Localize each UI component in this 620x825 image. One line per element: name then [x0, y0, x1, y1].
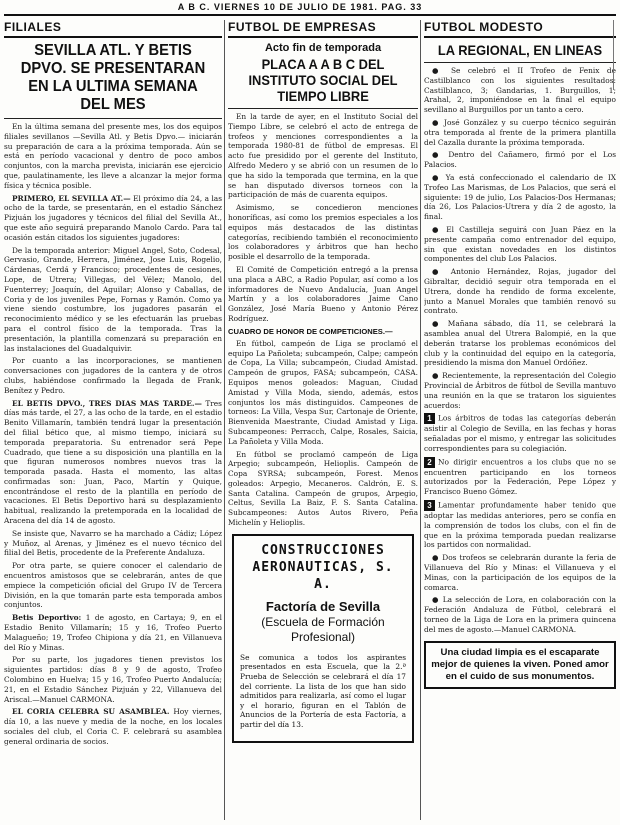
news-item: ● Dos trofeos se celebrarán durante la feria de Villanueva del Río y Minas: el Villanueva y el Minas, con la participación de los equipos de la comarca. — [424, 553, 616, 592]
news-item: ● Dentro del Cañamero, firmó por el Los Palacios. — [424, 150, 616, 170]
paragraph: De la temporada anterior: Miguel Angel, Soto, Codesal, Gervasio, Grande, Herrera, Jiménez, Jose Luis, Rogelio, Cárdenas, Cerdá y Francisco; procedentes de cesiones, Lope, de Utrera; Villegas, del Vélez; Manolo, del Fuenterrey; Joaquín, del Aguilar; Alonso y Caballas, de Coria y de los juveniles Pepe, Fornas y Ramón. Como ya viene siendo costumbre, los jugadores pasarán el reconocimiento médico y se les efectuarán las pruebas para el control físico de la temporada. Tras la presentación, la plantilla comenzará su preparación en las instalaciones del Guadalquivir. — [4, 245, 222, 353]
bullet-icon: ● — [432, 224, 442, 234]
paragraph-lead: EL CORIA CELEBRA SU ASAMBLEA. — [12, 707, 170, 717]
paragraph: Por su parte, los jugadores tienen previstos los siguientes partidos: días 8 y 9 de agosto, Trofeo Colombino en Huelva; 15 y 16, Trofeo Puerto Andalucía; 21, en el Estadio Sánchez Pizjuán y 22, Villanueva del Ariscal.—Manuel CARMONA. — [4, 655, 222, 704]
news-item: ● Recientemente, la representación del Colegio Provincial de Árbitros de fútbol de Sevilla mantuvo una reunión en la que se trataron los siguientes acuerdos: — [424, 371, 616, 410]
paragraph: En la tarde de ayer, en el Instituto Social del Tiempo Libre, se celebró el acto de entrega de trofeos y menciones correspondientes a la temporada 1980-81 de fútbol de empresas. El acto fue presidido por el gerente del Instituto, Alfredo Medero y se abrió con un resumen de lo que ha sido la temporada que termina, en la que se han disputado diversos torneos con la participación de más de cuarenta equipos. — [228, 112, 418, 200]
bullet-icon: ● — [432, 172, 441, 182]
paragraph-text: 1 de agosto, en Cartaya; 9, en el Estadio Benito Villamarín; 15 y 16, Trofeo Puerto Malagueño; 19, Trofeo Chipiona y día 21, en Villanueva del Río y Minas. — [4, 613, 222, 652]
bullet-icon: ● — [432, 117, 441, 127]
paragraph: Se insiste que, Navarro se ha marchado a Cádiz; López y Muñoz, al Arenas, y Jiménez es el nuevo técnico del filial del Betis, procedente de la Preferente Andaluza. — [4, 528, 222, 558]
paragraph-lead: PRIMERO, EL SEVILLA AT.— — [12, 193, 131, 203]
ad-school-line2: Profesional) — [290, 629, 356, 644]
divider — [228, 108, 418, 109]
paragraph: Por otra parte, se quiere conocer el calendario de encuentros amistosos que se celebrarán, antes de que empiece la competición oficial del Grupo IV de Tercera División, en la que tomarán parte esta temporada ambos conjuntos. — [4, 561, 222, 610]
numbered-item: 3 Lamentar profundamente haber tenido que adoptar las medidas anteriores, pero se confía en la comprensión de todos los clubs, con el fin de que en la próxima temporada puedan realizarse los partidos con normalidad. — [424, 500, 616, 550]
number-2-icon: 2 — [424, 457, 435, 468]
ad-factory: Factoría de Sevilla — [265, 598, 381, 614]
section-title: FUTBOL MODESTO — [424, 20, 616, 38]
page-header: A B C. VIERNES 10 DE JULIO DE 1981. PAG. 33 — [177, 2, 423, 12]
news-item: ● La selección de Lora, en colaboración con la Federación Andaluza de Fútbol, celebrará el torneo de la Liga de Lora en la primera quincena del mes de agosto.—Manuel CARMONA. — [424, 595, 616, 634]
divider — [424, 62, 616, 63]
paragraph-text: Tres días más tarde, el 27, a las ocho de la tarde, en el estadio Benito Villamarín, también tendrá lugar la presentación del filial bético que, al mismo tiempo, iniciará su temporada preparatoria. Su entrenador será Pepe Cuadrado, que tiene a su disposición una plantilla en la que figuran numerosos nombres nuevos tras la temporada pasada. Hasta el momento, las altas confirmadas son: Juan, Paco, Martín y Quique, encontrándose el resto de la plantilla en período de vacaciones. El Betis Deportivo hará su desplazamiento habitual, realizando la pretemporada en la localidad de Aracena del día 14 de agosto. — [4, 398, 222, 526]
paragraph-lead: Betis Deportivo: — [12, 613, 82, 623]
number-3-icon: 3 — [424, 500, 435, 511]
subheading: CUADRO DE HONOR DE COMPETICIONES.— — [228, 326, 393, 336]
column-divider — [224, 20, 225, 820]
bullet-icon: ● — [432, 66, 444, 75]
column-futbol-empresas — [228, 20, 418, 820]
bullet-icon: ● — [432, 371, 440, 381]
news-item: ● José González y su cuerpo técnico seguirán otra temporada al frente de la primera plantilla del Cazalla durante la próxima temporada. — [424, 117, 616, 147]
paragraph-lead: EL BETIS DPVO., TRES DIAS MAS TARDE.— — [12, 398, 202, 408]
paragraph: Asimismo, se concedieron menciones honoríficas, así como los premios especiales a los equipos más destacados de las distintas categorías, recibiendo también el reconocimiento los colaboradores y árbitros que han hecho posible el desarrollo de la temporada. — [228, 203, 418, 262]
article-intro: En la última semana del presente mes, los dos equipos filiales sevillanos —Sevilla Atl. y Betis Dpvo.— iniciarán su preparación de cara a la próxima temporada. Aún se está en período vacacional y dentro de poco ambos conjuntos, con la marcha prevista, iniciarán ese ejercicio que, paulatinamente, les lleve a alcanzar la mejor forma física y técnica posible. — [4, 122, 222, 190]
paragraph — [4, 399, 222, 526]
advertisement-box — [232, 534, 414, 743]
column-futbol-modesto — [424, 20, 616, 820]
bullet-icon: ● — [432, 553, 440, 563]
paragraph-text: El próximo día 24, a las ocho de la tarde, se presentarán, en el estadio Sánchez Pizjuán los jugadores y técnicos del filial del Sevilla At., que este año seguirá preparando Manolo Cardo. Para tal ocasión están citados los siguientes jugadores: — [4, 193, 222, 242]
news-item: ● Se celebró el II Trofeo de Fenix de Castilblanco con los siguientes resultados: Castilblanco, 3; Gandarias, 1. Burguillos, 1; Arahal, 2, imponiéndose en la final el equipo sevillano al Burguillos por un tanto a cero. — [424, 66, 616, 115]
divider — [4, 118, 222, 119]
number-1-icon: 1 — [424, 413, 435, 424]
news-item: ● El Castilleja seguirá con Juan Páez en la presente campaña como entrenador del equipo, sin que existan novedades en los distintos componentes del club Los Palacios. — [424, 224, 616, 264]
paragraph — [4, 613, 222, 652]
article-headline: LA REGIONAL, EN LINEAS — [437, 42, 603, 58]
header-rule — [4, 14, 616, 16]
bullet-icon: ● — [432, 150, 443, 160]
paragraph — [4, 707, 222, 746]
news-item: ● Antonio Hernández, Rojas, jugador del Gibraltar, decidió seguir otra temporada en el Utrera, donde ha rendido de forma excelente, junto a Manuel Morales que también renovó su contrato. — [424, 267, 616, 316]
news-item: ● Mañana sábado, día 11, se celebrará la asamblea anual del Utrera Balompié, en la que deberán tratarse los problemas económicos del club y la continuidad del equipo en la categoría, presidiendo la misma don Manuel Ordóñez. — [424, 319, 616, 368]
section-title: FUTBOL DE EMPRESAS — [228, 20, 418, 38]
ad-school: (Escuela de Formación — [261, 614, 385, 629]
bullet-icon: ● — [432, 595, 440, 605]
paragraph: El Comité de Competición entregó a la prensa una placa a ABC, a Radio Popular, así como a los informadores de Nuevo Andalucía, Juan Angel Martín y a los colaboradores Jaime Cano González, José María Bueno y Antonio Pérez Rodríguez. — [228, 264, 418, 323]
paragraph: Por cuanto a las incorporaciones, se mantienen conversaciones con jugadores de la cantera y de otros clubs, habiéndose confirmado la llegada de Frank, Benítez y Pedro. — [4, 356, 222, 395]
page-edge-mark — [613, 20, 620, 90]
ad-company-name: CONSTRUCCIONES AERONAUTICAS, S. A. — [252, 542, 394, 592]
article-headline: PLACA A A B C DEL INSTITUTO SOCIAL DEL TIEMPO LIBRE — [248, 56, 398, 104]
bullet-icon: ● — [432, 319, 442, 329]
bullet-icon: ● — [432, 267, 444, 277]
article-headline: SEVILLA ATL. Y BETIS DPVO. SE PRESENTARAN EN LA ULTIMA SEMANA DEL MES — [20, 42, 206, 113]
column-filiales — [4, 20, 222, 820]
article-kicker: Acto fin de temporada — [264, 42, 382, 54]
ad-notice: Se comunica a todos los aspirantes presentados en esta Escuela, que la 2.ª Prueba de Selección se celebrará el día 17 del corriente. La lista de los que han sido admitidos para realizarla, así como el lugar y el horario, figuran en el Tablón de Anuncios de la Portería de esta Factoría, a partir del día 13. — [240, 652, 406, 730]
section-title: FILIALES — [4, 20, 222, 38]
numbered-item: 2 No dirigir encuentros a los clubs que no se encuentren participando en los torneos autorizados por la Federación, Pepe López y Francisco Bueno Gómez. — [424, 457, 616, 497]
paragraph — [4, 194, 222, 243]
paragraph-text: Hoy viernes, día 10, a las nueve y media de la noche, en los locales sociales del club, el Coria C. F. celebrará su asamblea general ordinaria de socios. — [4, 707, 222, 746]
numbered-item: 1 Los árbitros de todas las categorías deberán asistir al Colegio de Sevilla, en las fechas y horas señaladas por el mismo, y entregar las solicitudes correspondientes para su colegiación. — [424, 413, 616, 453]
paragraph: En fútbol, campeón de Liga se proclamó el equipo La Pañoleta; subcampeón, Calpe; campeón de Copa, La Villa; subcampeón, Ciudad Amistad. Campeón de grupos, FASA; subcampeón, CASA. Equipos menos goleados: Maguan, Ciudad Amistad y Villa Moda, siendo, además, estos conjuntos los más distinguidos. Campeones de torneos: La Villa, Vespa Sur, Cartonaje de Oriente, Bienvenida Maestrante, Ciudad Amistad y Liga. Subcampeones: Perracch, Calpe, Rosales, Saicia, La Pañoleta y Villa Moda. — [228, 338, 418, 446]
civic-message-box: Una ciudad limpia es el escaparate mejor de quienes la viven. Poned amor en el cuido de sus monumentos. — [424, 641, 616, 689]
paragraph: En fútbol se proclamó campeón de Liga Arpegio; subcampeón, Helioplis. Campeón de Copa SYRSA; subcampeón, Forest. Menos goleados: Arpegio, Mecaneros. Caldrón, E. S. Santa Catalina. Campeón de grupos, Arpegio, Celtus, Sevilla La Baiz, F. S. Santa Catalina. Subcampeones: Autos Autos Rivero, Peña Michelín y Helioplis. — [228, 449, 418, 528]
news-item: ● Ya está confeccionado el calendario de IX Trofeo Las Marismas, de Los Palacios, que será el siguiente: 19 de julio, Los Palacios-Dos Hermanas; día 26, Los Palacios-Utrera y día 2 de agosto, la final. — [424, 172, 616, 222]
column-divider — [420, 20, 421, 820]
